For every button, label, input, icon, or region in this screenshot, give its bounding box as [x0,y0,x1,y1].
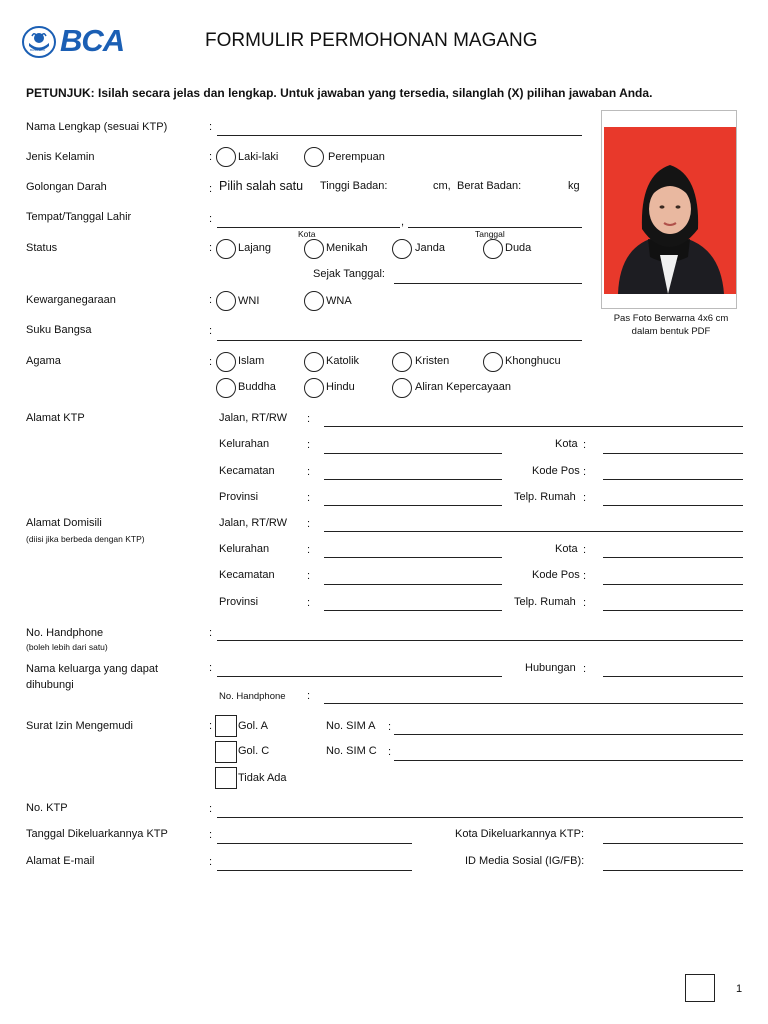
label-email: Alamat E-mail [26,855,95,867]
colon: : [307,690,311,702]
label-agama: Agama [26,355,61,367]
dom-telp-line[interactable] [603,610,743,611]
hubungan-line[interactable] [603,676,743,677]
label-provinsi: Provinsi [219,491,259,503]
colon: : [209,856,213,868]
colon: : [209,183,213,195]
label-kota: Kota [555,543,578,555]
hint-tanggal: Tanggal [475,229,505,239]
dom-kota-line[interactable] [603,557,743,558]
colon: : [209,829,213,841]
photo-caption [591,312,751,338]
ktp-jalan-line[interactable] [324,426,743,427]
colon: : [583,466,587,478]
ktp-kelurahan-line[interactable] [324,453,502,454]
option-kristen: Kristen [415,355,450,367]
handphone-line[interactable] [217,640,743,641]
option-janda: Janda [415,242,445,254]
colon: : [307,492,311,504]
radio-duda[interactable] [483,239,503,259]
colon: : [307,413,311,425]
radio-islam[interactable] [216,352,236,372]
option-wni: WNI [238,295,260,307]
label-nama: Nama Lengkap (sesuai KTP) [26,121,168,133]
option-laki-laki: Laki-laki [238,151,279,163]
colon: : [583,544,587,556]
nama-input-line[interactable] [217,135,582,136]
hint-kota: Kota [298,229,316,239]
label-suku-bangsa: Suku Bangsa [26,324,92,336]
label-sejak-tanggal: Sejak Tanggal: [313,268,385,280]
dom-provinsi-line[interactable] [324,610,502,611]
label-status: Status [26,242,58,254]
label-kota: Kota [555,438,578,450]
tanggal-ktp-line[interactable] [217,843,412,844]
colon: : [209,627,213,639]
colon: : [583,439,587,451]
option-islam: Islam [238,355,265,367]
colon: : [388,746,392,758]
radio-buddha[interactable] [216,378,236,398]
label-kode-pos: Kode Pos [532,569,580,581]
keluarga-name-line[interactable] [217,676,502,677]
dom-kecamatan-line[interactable] [324,584,502,585]
option-gol-c: Gol. C [238,745,270,757]
label-alamat-domisili: Alamat Domisili [26,517,102,529]
dom-kode-pos-line[interactable] [603,584,743,585]
colon: : [307,466,311,478]
sejak-tanggal-line[interactable] [394,283,582,284]
ktp-telp-line[interactable] [603,505,743,506]
tempat-lahir-line[interactable] [217,227,400,228]
initial-box[interactable] [685,974,715,1002]
comma: , [401,216,405,228]
colon: : [209,325,213,337]
option-perempuan: Perempuan [328,151,385,163]
ktp-kecamatan-line[interactable] [324,479,502,480]
colon: : [583,663,587,675]
no-ktp-line[interactable] [217,817,743,818]
handphone-note: (boleh lebih dari satu) [26,642,108,652]
label-hubungan: Hubungan [525,662,576,674]
label-jalan: Jalan, RT/RW [219,412,288,424]
label-handphone: No. Handphone [26,627,104,639]
label-no-sim-a: No. SIM A [326,720,376,732]
label-sim: Surat Izin Mengemudi [26,720,133,732]
radio-katolik[interactable] [304,352,324,372]
colon: : [209,213,213,225]
label-keluarga-handphone: No. Handphone [219,691,286,702]
logo-text: BCA [60,23,125,58]
email-line[interactable] [217,870,412,871]
label-golongan-darah: Golongan Darah [26,181,107,193]
radio-laki-laki[interactable] [216,147,236,167]
radio-menikah[interactable] [304,239,324,259]
suku-bangsa-line[interactable] [217,340,582,341]
colon: : [388,721,392,733]
label-jalan: Jalan, RT/RW [219,517,288,529]
kota-ktp-line[interactable] [603,843,743,844]
sim-c-line[interactable] [394,760,743,761]
label-kewarganegaraan: Kewarganegaraan [26,294,116,306]
logo-small-text: BANK BCA [30,48,46,52]
bca-logo [22,23,136,58]
radio-hindu[interactable] [304,378,324,398]
option-menikah: Menikah [326,242,368,254]
option-wna: WNA [326,295,352,307]
tanggal-lahir-line[interactable] [408,227,582,228]
label-tanggal-ktp: Tanggal Dikeluarkannya KTP [26,828,168,840]
colon: : [583,597,587,609]
keluarga-handphone-line[interactable] [324,703,743,704]
label-kelurahan: Kelurahan [219,438,270,450]
radio-lajang[interactable] [216,239,236,259]
label-telp-rumah: Telp. Rumah [514,491,576,503]
label-kota-ktp: Kota Dikeluarkannya KTP: [455,828,585,840]
radio-janda[interactable] [392,239,412,259]
radio-aliran-kepercayaan[interactable] [392,378,412,398]
media-sosial-line[interactable] [603,870,743,871]
sim-a-line[interactable] [394,734,743,735]
label-no-ktp: No. KTP [26,802,68,814]
checkbox-gol-c[interactable] [215,741,237,763]
colon: : [307,544,311,556]
unit-kg: kg [568,180,580,192]
dom-kelurahan-line[interactable] [324,557,502,558]
label-media-sosial: ID Media Sosial (IG/FB): [465,855,585,867]
option-khonghucu: Khonghucu [505,355,561,367]
colon: : [209,662,213,674]
ktp-kode-pos-line[interactable] [603,479,743,480]
domisili-note: (diisi jika berbeda dengan KTP) [26,534,145,544]
colon: : [209,356,213,368]
colon: : [209,242,213,254]
radio-wna[interactable] [304,291,324,311]
form-title: FORMULIR PERMOHONAN MAGANG [205,30,538,51]
colon: : [583,570,587,582]
radio-khonghucu[interactable] [483,352,503,372]
label-kecamatan: Kecamatan [219,465,275,477]
page-number: 1 [736,983,743,995]
label-berat-badan: Berat Badan: [457,180,522,192]
colon: : [209,121,213,133]
radio-wni[interactable] [216,291,236,311]
option-katolik: Katolik [326,355,360,367]
label-jenis-kelamin: Jenis Kelamin [26,151,95,163]
ktp-kota-line[interactable] [603,453,743,454]
label-provinsi: Provinsi [219,596,259,608]
ktp-provinsi-line[interactable] [324,505,502,506]
label-kode-pos: Kode Pos [532,465,580,477]
option-buddha: Buddha [238,381,276,393]
option-hindu: Hindu [326,381,355,393]
option-duda: Duda [505,242,532,254]
label-ttl: Tempat/Tanggal Lahir [26,211,132,223]
bca-logo-icon [22,26,56,58]
label-kecamatan: Kecamatan [219,569,275,581]
colon: : [209,294,213,306]
checkbox-tidak-ada[interactable] [215,767,237,789]
label-telp-rumah: Telp. Rumah [514,596,576,608]
option-tidak-ada: Tidak Ada [238,772,287,784]
checkbox-gol-a[interactable] [215,715,237,737]
label-kelurahan: Kelurahan [219,543,270,555]
radio-perempuan[interactable] [304,147,324,167]
photo-caption-line1: Pas Foto Berwarna 4x6 cm [613,313,729,324]
photo-caption-line2: dalam bentuk PDF [631,326,711,337]
option-aliran-kepercayaan: Aliran Kepercayaan [415,381,512,393]
photo-frame [601,110,737,309]
colon: : [209,151,213,163]
label-tinggi-badan: Tinggi Badan: [320,180,388,192]
dom-jalan-line[interactable] [324,531,743,532]
instructions: PETUNJUK: Isilah secara jelas dan lengkap. Untuk jawaban yang tersedia, silanglah (X) pilihan jawaban Anda. [26,86,653,100]
colon: : [209,720,213,732]
option-lajang: Lajang [238,242,272,254]
label-keluarga-1: Nama keluarga yang dapat [26,663,159,675]
colon: : [583,492,587,504]
radio-kristen[interactable] [392,352,412,372]
applicant-photo [604,127,736,294]
unit-cm: cm, [433,180,451,192]
option-gol-a: Gol. A [238,720,268,732]
colon: : [209,803,213,815]
colon: : [307,518,311,530]
colon: : [307,570,311,582]
blood-type-select[interactable]: Pilih salah satu [219,179,304,193]
label-keluarga-2: dihubungi [26,679,74,691]
colon: : [307,439,311,451]
label-no-sim-c: No. SIM C [326,745,377,757]
label-alamat-ktp: Alamat KTP [26,412,85,424]
colon: : [307,597,311,609]
